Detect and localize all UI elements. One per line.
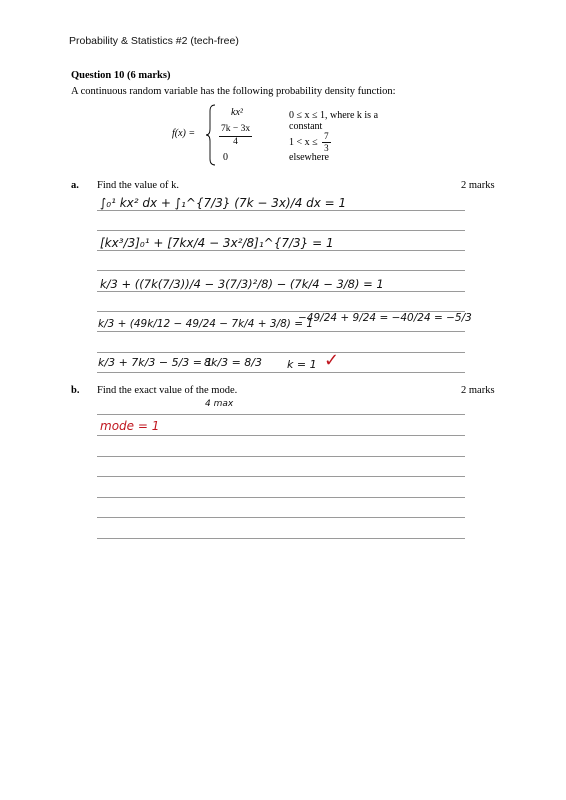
pdf-definition [172, 104, 412, 166]
answer-line [97, 476, 465, 477]
pdf-piece2-cond-text: 1 < x ≤ [289, 136, 318, 148]
answer-line [97, 497, 465, 498]
answer-line [97, 230, 465, 231]
answer-line [97, 270, 465, 271]
part-a-prompt: Find the value of k. [97, 180, 179, 191]
handwritten-line-3: k/3 + ((7k(7/3))/4 − 3(7/3)²/8) − (7k/4 − 3/8) = 1 [100, 277, 384, 291]
answer-line [97, 331, 465, 332]
answer-line [97, 291, 465, 292]
pdf-piece2-denominator: 4 [233, 136, 238, 147]
handwritten-line-1: ∫₀¹ kx² dx + ∫₁^{7/3} (7k − 3x)/4 dx = 1 [100, 196, 347, 210]
pdf-piece2-condition [289, 132, 331, 153]
answer-line [97, 456, 465, 457]
answer-line [97, 435, 465, 436]
pdf-piece2-cond-num: 7 [324, 131, 329, 141]
handwritten-note: 4 max [205, 399, 234, 409]
part-a-marks: 2 marks [461, 180, 495, 191]
handwritten-line-4a: k/3 + (49k/12 − 49/24 − 7k/4 + 3/8) = 1 [98, 318, 314, 330]
answer-line [97, 210, 465, 211]
handwritten-line-5b: 8k/3 = 8/3 [204, 356, 262, 369]
part-a-label: a. [71, 180, 79, 191]
answer-line [97, 517, 465, 518]
question-heading: Question 10 (6 marks) [71, 70, 171, 81]
pdf-piece2-cond-fraction [322, 132, 331, 153]
pdf-piece2-numerator: 7k − 3x [219, 125, 252, 137]
part-b-marks: 2 marks [461, 385, 495, 396]
pdf-piece2-cond-den: 3 [324, 143, 329, 153]
answer-line [97, 250, 465, 251]
mode-answer: mode = 1 [100, 419, 160, 433]
pdf-piece1-expr: kx² [231, 107, 243, 118]
question-intro: A continuous random variable has the following probability density function: [71, 86, 396, 97]
handwritten-line-5a: k/3 + 7k/3 − 5/3 = 1 [98, 356, 213, 369]
answer-line [97, 414, 465, 415]
page-header-title: Probability & Statistics #2 (tech-free) [69, 35, 239, 47]
left-brace-icon [205, 104, 217, 166]
handwritten-line-5c: k = 1 [287, 358, 317, 371]
handwritten-line-2: [kx³/3]₀¹ + [7kx/4 − 3x²/8]₁^{7/3} = 1 [100, 236, 334, 250]
answer-line [97, 538, 465, 539]
pdf-piece3-expr: 0 [223, 152, 228, 163]
pdf-piece2-expr [219, 125, 252, 147]
answer-line [97, 372, 465, 373]
check-mark-icon: ✓ [324, 350, 340, 371]
part-b-prompt: Find the exact value of the mode. [97, 385, 238, 396]
handwritten-line-4b: −49/24 + 9/24 = −40/24 = −5/3 [298, 312, 472, 324]
answer-line [97, 352, 465, 353]
pdf-piece1-condition: 0 ≤ x ≤ 1, where k is a constant [289, 110, 379, 132]
part-b-label: b. [71, 385, 80, 396]
pdf-lhs: f(x) = [172, 128, 196, 139]
pdf-piece3-condition: elsewhere [289, 152, 329, 163]
